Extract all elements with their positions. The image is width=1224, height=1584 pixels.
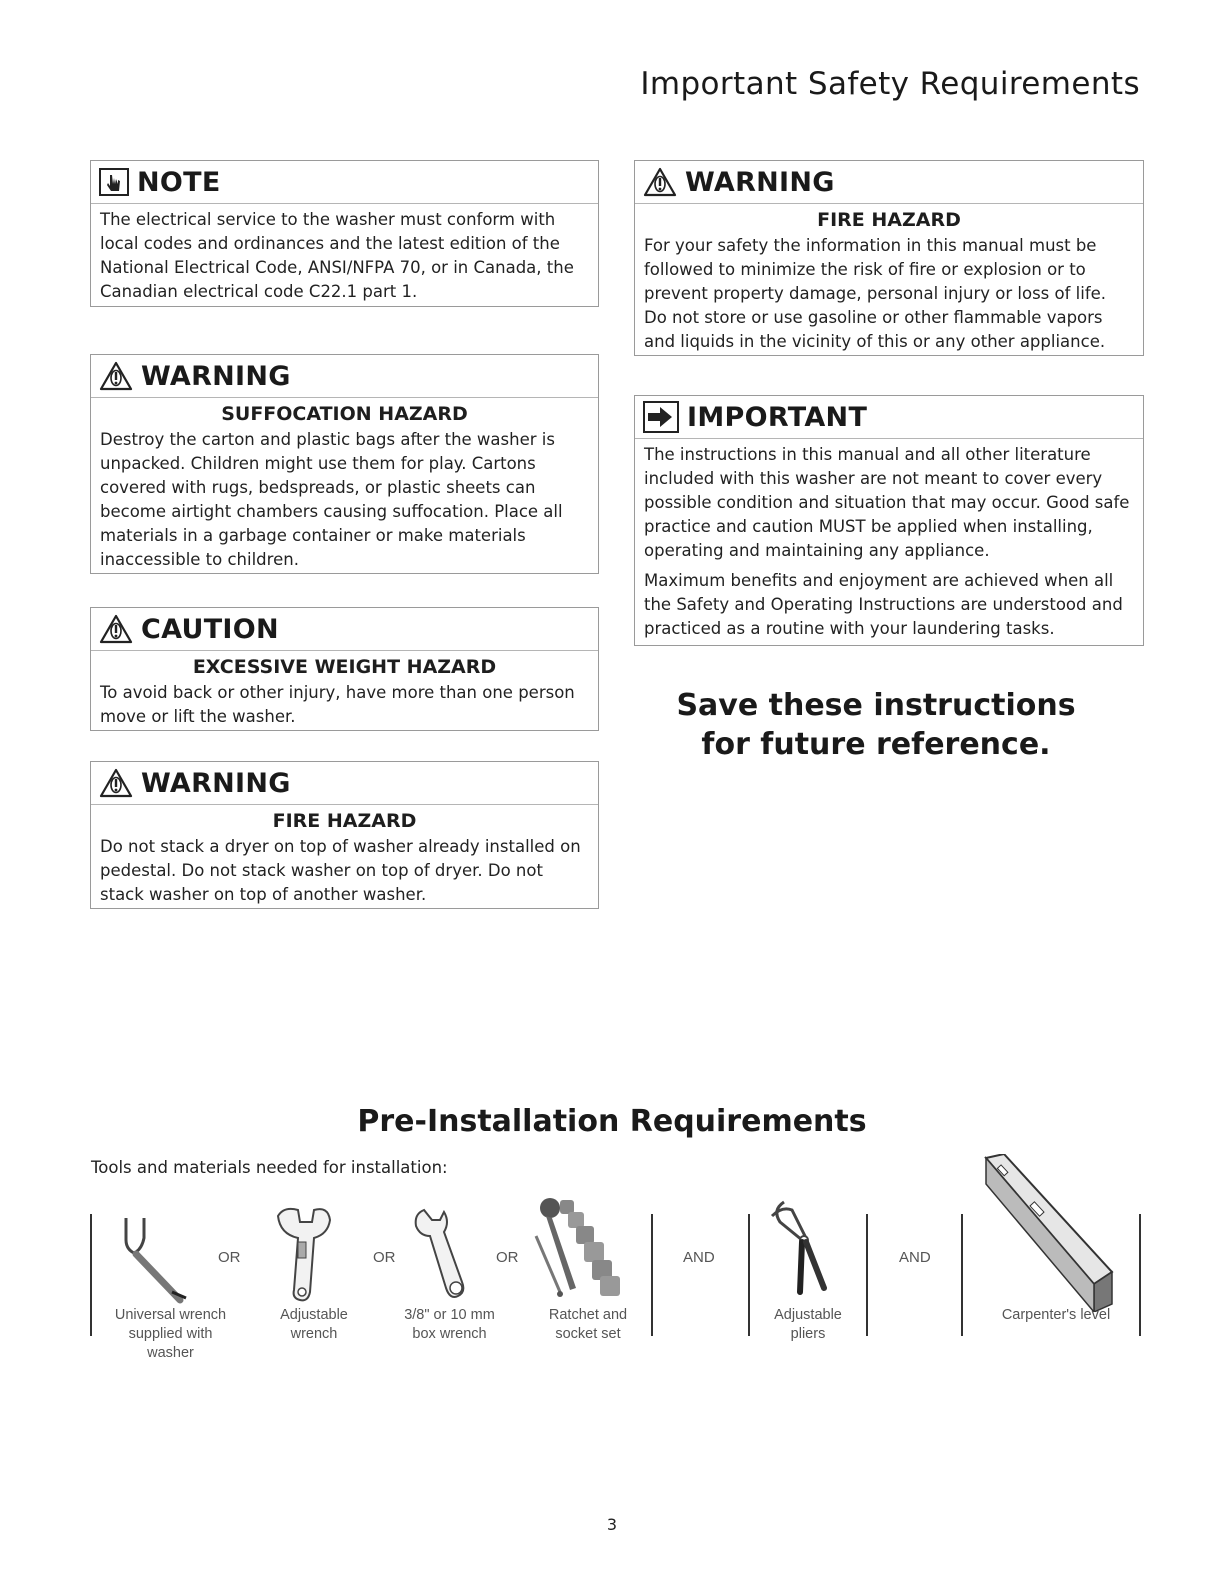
important-text-1: The instructions in this manual and all other literature included with this washer are not meant to cover every possible condition and situation that may occur. Good safe practice and caution MUST be applied when installing, operating and maintaining any appliance. xyxy=(644,445,1130,560)
note-hand-icon xyxy=(99,168,129,196)
or-separator: OR xyxy=(373,1249,396,1266)
warning-fire-stack-header xyxy=(91,762,598,805)
warning-suffocation-heading: WARNING xyxy=(141,360,291,392)
important-heading: IMPORTANT xyxy=(687,401,868,433)
and-separator: AND xyxy=(683,1249,715,1266)
tool-label-universal-wrench: Universal wrench supplied with washer xyxy=(114,1307,227,1361)
universal-wrench-icon xyxy=(112,1214,202,1308)
important-header xyxy=(635,396,1143,439)
warning-suffocation-header xyxy=(91,355,598,398)
warning-fire-stack-heading: WARNING xyxy=(141,767,291,799)
caution-weight-box xyxy=(90,607,599,731)
warning-fire-stack-body xyxy=(91,833,598,913)
page-title: Important Safety Requirements xyxy=(640,66,1140,102)
warning-suffocation-box xyxy=(90,354,599,574)
adjustable-wrench-icon xyxy=(270,1206,340,1310)
ratchet-socket-icon xyxy=(530,1196,630,1310)
save-instructions-line-2: for future reference. xyxy=(701,727,1051,762)
box-wrench-icon xyxy=(410,1206,470,1306)
warning-triangle-icon xyxy=(99,768,133,798)
or-separator: OR xyxy=(496,1249,519,1266)
warning-fire-general-text: For your safety the information in this manual must be followed to minimize the risk of fire or explosion or to prevent property damage, personal injury or loss of life. Do not store or use gasoline or other flammable vapors and liquids in the vicinity of this or any other appliance. xyxy=(644,236,1107,351)
caution-weight-header xyxy=(91,608,598,651)
warning-fire-stack-text: Do not stack a dryer on top of washer already installed on pedestal. Do not stack washer on top of dryer. Do not stack washer on top of another washer. xyxy=(100,837,581,904)
warning-fire-general-header xyxy=(635,161,1143,204)
and-separator: AND xyxy=(899,1249,931,1266)
tool-label-pliers: Adjustable pliers xyxy=(774,1307,842,1342)
note-box xyxy=(90,160,599,307)
warning-suffocation-text: Destroy the carton and plastic bags after the washer is unpacked. Children might use them for play. Cartons covered with rugs, bedspreads, or plastic sheets can become airtight chambers causing suffocation. Place all materials in a garbage container or make materials inaccessible to children. xyxy=(100,430,563,569)
tools-intro: Tools and materials needed for installation: xyxy=(91,1158,448,1177)
warning-triangle-icon xyxy=(99,614,133,644)
separator-line xyxy=(961,1214,963,1336)
tool-label-box-wrench: 3/8" or 10 mm box wrench xyxy=(404,1307,495,1342)
warning-fire-general-box xyxy=(634,160,1144,356)
warning-fire-stack-subheading: FIRE HAZARD xyxy=(272,810,417,832)
caution-weight-text: To avoid back or other injury, have more than one person move or lift the washer. xyxy=(100,683,575,726)
note-heading: NOTE xyxy=(137,166,221,198)
note-text: The electrical service to the washer must conform with local codes and ordinances and the latest edition of the National Electrical Code, ANSI/NFPA 70, or in Canada, the Canadian electrical code C22.1 part 1. xyxy=(100,210,574,301)
tool-label-ratchet-socket: Ratchet and socket set xyxy=(548,1307,628,1342)
save-instructions-line-1: Save these instructions xyxy=(676,688,1076,723)
level-icon xyxy=(980,1154,1115,1316)
tool-label-level: Carpenter's level xyxy=(1001,1307,1111,1323)
arrow-right-icon xyxy=(643,401,679,433)
warning-fire-general-heading: WARNING xyxy=(685,166,835,198)
warning-triangle-icon xyxy=(99,361,133,391)
tool-label-adjustable-wrench: Adjustable wrench xyxy=(280,1307,348,1342)
caution-weight-body xyxy=(91,679,598,735)
separator-line xyxy=(866,1214,868,1336)
warning-suffocation-body xyxy=(91,426,598,578)
warning-triangle-icon xyxy=(643,167,677,197)
or-separator: OR xyxy=(218,1249,241,1266)
important-text-2: Maximum benefits and enjoyment are achieved when all the Safety and Operating Instructions are understood and practiced as a routine with your laundering tasks. xyxy=(644,571,1123,638)
note-body xyxy=(91,204,598,310)
warning-fire-general-body xyxy=(635,232,1143,360)
pre-installation-title: Pre-Installation Requirements xyxy=(357,1104,867,1139)
warning-suffocation-subheading: SUFFOCATION HAZARD xyxy=(221,403,468,425)
caution-weight-heading: CAUTION xyxy=(141,613,279,645)
page-number: 3 xyxy=(606,1515,618,1534)
separator-line xyxy=(1139,1214,1141,1336)
warning-fire-general-subheading: FIRE HAZARD xyxy=(817,209,961,231)
save-instructions xyxy=(636,686,1116,764)
pliers-icon xyxy=(762,1196,842,1300)
caution-weight-subheading: EXCESSIVE WEIGHT HAZARD xyxy=(192,656,497,678)
note-header xyxy=(91,161,598,204)
important-body xyxy=(635,439,1143,647)
important-box xyxy=(634,395,1144,646)
warning-fire-stack-box xyxy=(90,761,599,909)
separator-line xyxy=(90,1214,92,1336)
